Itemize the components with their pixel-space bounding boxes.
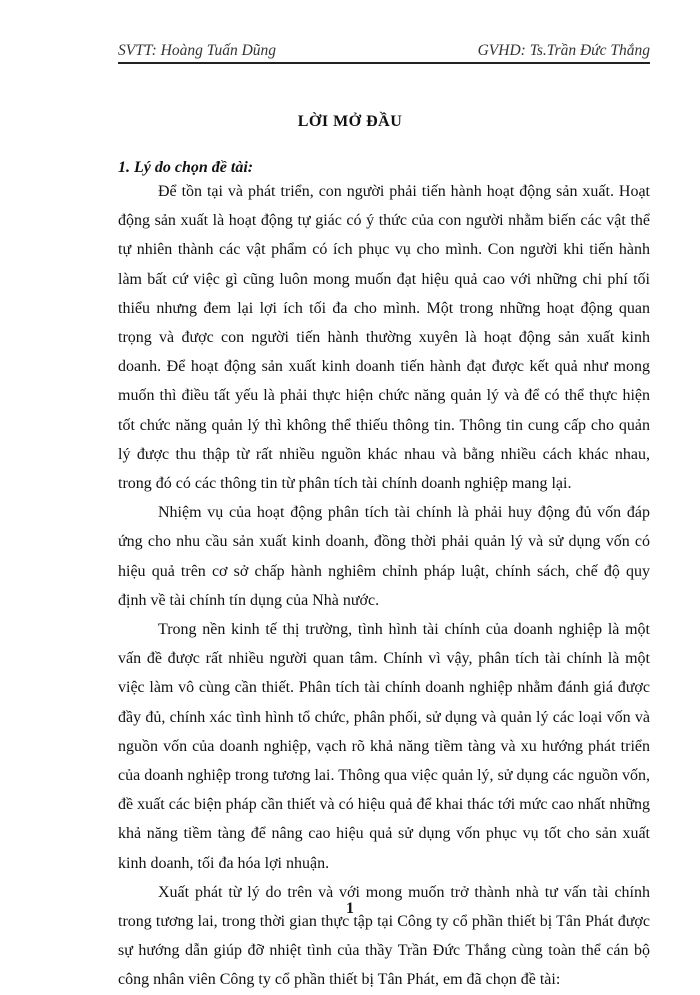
paragraph: Nhiệm vụ của hoạt động phân tích tài chính là phải huy động đủ vốn đáp ứng cho nhu cầu sản xuất kinh doanh, đồng thời phải quản lý và sử dụng vốn có hiệu quả trên cơ sở chấp hành nghiêm chỉnh pháp luật, chính sách, chế độ quy định về tài chính tín dụng của Nhà nước. — [118, 504, 650, 609]
page-title: LỜI MỞ ĐẦU — [297, 113, 403, 130]
section-heading: 1. Lý do chọn đề tài: — [118, 159, 254, 176]
page-number: 1 — [346, 900, 354, 917]
page-header — [118, 36, 650, 64]
paragraph: Xuất phát từ lý do trên và với mong muốn trở thành nhà tư vấn tài chính trong tương lai, trong thời gian thực tập tại Công ty cổ phần thiết bị Tân Phát được sự hướng dẫn giúp đỡ nhiệt tình của thầy Trần Đức Thắng cùng toàn thể cán bộ công nhân viên Công ty cổ phần thiết bị Tân Phát, em đã chọn đề tài: — [118, 883, 650, 989]
header-advisor: GVHD: Ts.Trần Đức Thắng — [477, 42, 650, 59]
header-rule — [118, 62, 650, 64]
paragraph: Trong nền kinh tế thị trường, tình hình tài chính của doanh nghiệp là một vấn đề được rất nhiều người quan tâm. Chính vì vậy, phân tích tài chính là một việc làm vô cùng cần thiết. Phân tích tài chính doanh nghiệp nhằm đánh giá được đầy đủ, chính xác tình hình tổ chức, phân phối, sử dụng và quản lý các loại vốn và nguồn vốn của doanh nghiệp, vạch rõ khả năng tiềm tàng và xu hướng phát triển của doanh nghiệp trong tương lai. Thông qua việc quản lý, sử dụng các nguồn vốn, đề xuất các biện pháp cần thiết và có hiệu quả để khai thác tới mức cao nhất những khả năng tiềm tàng để nâng cao hiệu quả sử dụng vốn phục vụ tốt cho sản xuất kinh doanh, tối đa hóa lợi nhuận. — [118, 621, 650, 872]
document-body — [118, 177, 650, 995]
paragraph: Để tồn tại và phát triển, con người phải tiến hành hoạt động sản xuất. Hoạt động sản xuất là hoạt động tự giác có ý thức của con người nhằm biến các vật thể tự nhiên thành các vật phẩm có ích phục vụ cho mình. Con người khi tiến hành làm bất cứ việc gì cũng luôn mong muốn đạt hiệu quả cao với những chi phí tối thiểu nhưng đem lại lợi ích tối đa cho mình. Một trong những hoạt động quan trọng và được con người tiến hành thường xuyên là hoạt động sản xuất kinh doanh. Để hoạt động sản xuất kinh doanh tiến hành đạt được kết quả như mong muốn thì điều tất yếu là phải thực hiện chức năng quản lý và để có thể thực hiện tốt chức năng quản lý thì không thể thiếu thông tin. Thông tin cung cấp cho quản lý được thu thập từ rất nhiều nguồn khác nhau và bằng nhiều cách khác nhau, trong đó có các thông tin từ phân tích tài chính doanh nghiệp mang lại. — [118, 183, 650, 493]
header-student: SVTT: Hoàng Tuấn Dũng — [118, 42, 277, 59]
